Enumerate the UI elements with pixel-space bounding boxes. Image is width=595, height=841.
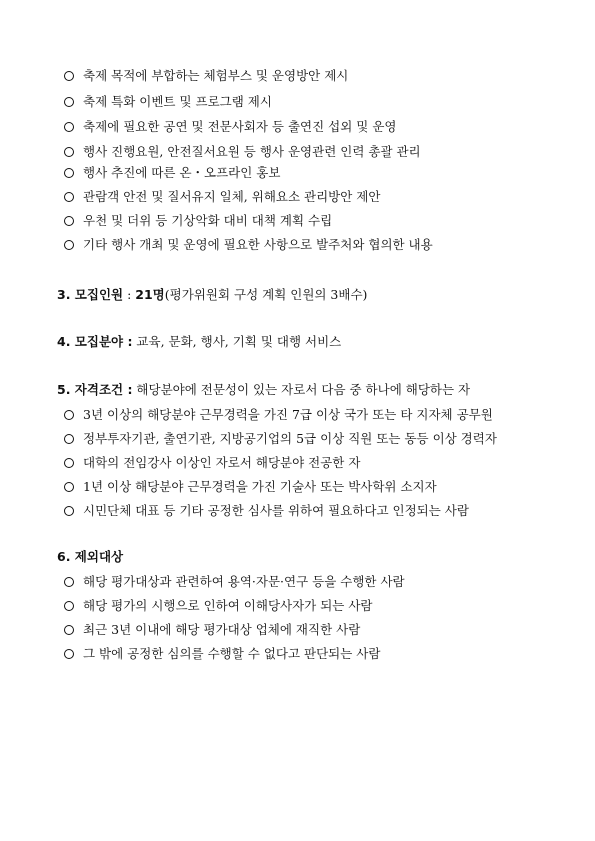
recruit-field-desc: 교육, 문화, 행사, 기획 및 대행 서비스	[132, 334, 342, 349]
circle-bullet-icon	[64, 506, 74, 516]
list-item: 우천 및 더위 등 기상악화 대비 대책 계획 수립	[64, 213, 332, 229]
recruit-count-desc: (평가위원회 구성 계획 인원의 3배수)	[164, 287, 368, 302]
list-item: 그 밖에 공정한 심의를 수행할 수 없다고 판단되는 사람	[64, 646, 380, 662]
circle-bullet-icon	[64, 147, 74, 157]
list-item: 최근 3년 이내에 해당 평가대상 업체에 재직한 사람	[64, 622, 360, 638]
list-item: 행사 진행요원, 안전질서요원 등 행사 운영관련 인력 총괄 관리	[64, 144, 421, 160]
list-item: 행사 추진에 따른 온・오프라인 홍보	[64, 165, 280, 181]
list-item: 축제 특화 이벤트 및 프로그램 제시	[64, 94, 272, 110]
section-5-title: 5. 자격조건 :	[57, 382, 133, 397]
section-6-title: 6. 제외대상	[57, 549, 124, 564]
section-3-title: 3. 모집인원	[57, 287, 124, 302]
list-item: 3년 이상의 해당분야 근무경력을 가진 7급 이상 국가 또는 타 지자체 공무원	[64, 407, 493, 423]
section-4-recruit-field	[57, 334, 341, 350]
list-item: 1년 이상 해당분야 근무경력을 가진 기술사 또는 박사학위 소지자	[64, 479, 437, 495]
section-6-exclusions	[57, 549, 123, 565]
circle-bullet-icon	[64, 97, 74, 107]
circle-bullet-icon	[64, 122, 74, 132]
list-item: 정부투자기관, 출연기관, 지방공기업의 5급 이상 직원 또는 동등 이상 경력자	[64, 431, 497, 447]
recruit-count-value: 21명	[135, 287, 165, 302]
list-item: 시민단체 대표 등 기타 공정한 심사를 위하여 필요하다고 인정되는 사람	[64, 503, 469, 519]
circle-bullet-icon	[64, 601, 74, 611]
circle-bullet-icon	[64, 168, 74, 178]
circle-bullet-icon	[64, 192, 74, 202]
list-item: 대학의 전임강사 이상인 자로서 해당분야 전공한 자	[64, 455, 360, 471]
list-item: 해당 평가대상과 관련하여 용역·자문·연구 등을 수행한 사람	[64, 574, 405, 590]
section-4-title: 4. 모집분야 :	[57, 334, 133, 349]
circle-bullet-icon	[64, 216, 74, 226]
circle-bullet-icon	[64, 458, 74, 468]
circle-bullet-icon	[64, 71, 74, 81]
circle-bullet-icon	[64, 434, 74, 444]
circle-bullet-icon	[64, 410, 74, 420]
section-5-qualifications	[57, 382, 470, 398]
section-3-recruit-count: 3. 모집인원 : 21명(평가위원회 구성 계획 인원의 3배수)	[57, 287, 368, 302]
list-item: 기타 행사 개최 및 운영에 필요한 사항으로 발주처와 협의한 내용	[64, 237, 433, 253]
circle-bullet-icon	[64, 649, 74, 659]
list-item: 축제 목적에 부합하는 체험부스 및 운영방안 제시	[64, 68, 348, 84]
qualification-desc: 해당분야에 전문성이 있는 자로서 다음 중 하나에 해당하는 자	[132, 382, 471, 397]
circle-bullet-icon	[64, 240, 74, 250]
list-item: 해당 평가의 시행으로 인하여 이해당사자가 되는 사람	[64, 598, 373, 614]
circle-bullet-icon	[64, 625, 74, 635]
circle-bullet-icon	[64, 577, 74, 587]
circle-bullet-icon	[64, 482, 74, 492]
list-item: 관람객 안전 및 질서유지 일체, 위해요소 관리방안 제안	[64, 189, 380, 205]
list-item: 축제에 필요한 공연 및 전문사회자 등 출연진 섭외 및 운영	[64, 119, 397, 135]
